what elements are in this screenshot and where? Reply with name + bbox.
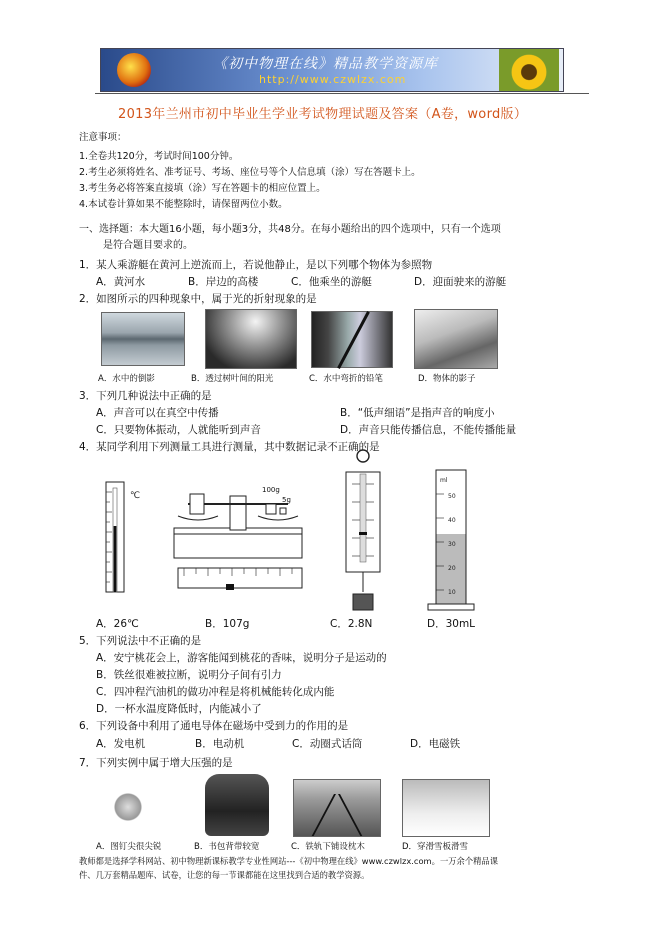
- q5-option-c: C．四冲程汽油机的做功冲程是将机械能转化成内能: [96, 686, 335, 698]
- shadow-photo: [414, 309, 498, 369]
- q1-option-b: B．岸边的高楼: [188, 276, 259, 288]
- q7-caption-b: B．书包背带较宽: [194, 842, 260, 852]
- banner-url: http://www.czwlzx.com: [259, 73, 407, 86]
- q3-stem: 3．下列几种说法中正确的是: [79, 390, 212, 402]
- skiing-photo: [402, 779, 490, 837]
- sunflower-image: [499, 49, 559, 91]
- footer-line-1: 教师都是选择学科网站、初中物理新课标教学专业性网站---《初中物理在线》www.czwlzx.com。一万余个精品课: [79, 856, 499, 866]
- q6-option-d: D．电磁铁: [410, 738, 461, 750]
- q3-option-a: A．声音可以在真空中传播: [96, 407, 219, 419]
- q2-stem: 2．如图所示的四种现象中，属于光的折射现象的是: [79, 293, 317, 305]
- document-title: 2013年兰州市初中毕业生学业考试物理试题及答案（A卷，word版）: [118, 107, 528, 122]
- q7-caption-d: D．穿滑雪板滑雪: [402, 842, 469, 852]
- cylinder-tick-30: 30: [448, 541, 456, 548]
- q7-stem: 7．下列实例中属于增大压强的是: [79, 757, 233, 769]
- q7-caption-c: C．铁轨下铺设枕木: [291, 842, 365, 852]
- q4-option-c: C．2.8N: [330, 618, 373, 630]
- thumbtack-photo: [100, 780, 180, 834]
- graduated-cylinder-figure: [426, 464, 480, 614]
- railway-photo: [293, 779, 381, 837]
- footer-line-2: 件、几万套精品题库、试卷，让您的每一节课都能在这里找到合适的教学资源。: [79, 870, 370, 880]
- q2-caption-a: A．水中的倒影: [98, 374, 155, 384]
- q4-option-b: B．107g: [205, 618, 250, 630]
- q5-stem: 5．下列说法中不正确的是: [79, 635, 202, 647]
- section1-line2: 是符合题目要求的。: [103, 240, 193, 251]
- cylinder-tick-20: 20: [448, 565, 456, 572]
- q7-caption-a: A．图钉尖很尖锐: [96, 842, 162, 852]
- thermometer-unit: ℃: [130, 491, 141, 501]
- site-logo: [117, 53, 151, 87]
- q6-option-b: B．电动机: [195, 738, 245, 750]
- note-3: 3.考生务必将答案直接填（涂）写在答题卡的相应位置上。: [79, 183, 326, 194]
- backpack-photo: [205, 774, 269, 836]
- section1-line1: 一、选择题：本大题16小题，每小题3分，共48分。在每小题给出的四个选项中，只有一个选项: [79, 224, 501, 235]
- q3-option-c: C．只要物体振动，人就能听到声音: [96, 424, 261, 436]
- q1-stem: 1．某人乘游艇在黄河上逆流而上，若说他静止，是以下列哪个物体为参照物: [79, 259, 433, 271]
- q1-option-d: D．迎面驶来的游艇: [414, 276, 507, 288]
- q6-stem: 6．下列设备中利用了通电导体在磁场中受到力的作用的是: [79, 720, 349, 732]
- balance-figure: [170, 476, 310, 600]
- q4-option-a: A．26℃: [96, 618, 139, 630]
- header-rule: [95, 93, 589, 94]
- q4-stem: 4．某同学利用下列测量工具进行测量，其中数据记录不正确的是: [79, 441, 380, 453]
- note-2: 2.考生必须将姓名、准考证号、考场、座位号等个人信息填（涂）写在答题卡上。: [79, 167, 421, 178]
- q5-option-d: D．一杯水温度降低时，内能减小了: [96, 703, 262, 715]
- header-banner: [100, 48, 564, 92]
- weight-label-5g: 5g: [282, 496, 291, 504]
- forest-sunlight-photo: [205, 309, 297, 369]
- spring-scale-figure: [338, 448, 388, 614]
- q5-option-a: A．安宁桃花会上，游客能闻到桃花的香味，说明分子是运动的: [96, 652, 387, 664]
- q2-caption-b: B．透过树叶间的阳光: [191, 374, 274, 384]
- notes-heading: 注意事项：: [79, 132, 127, 143]
- q6-option-c: C．动圈式话筒: [292, 738, 363, 750]
- note-4: 4.本试卷计算如果不能整除时，请保留两位小数。: [79, 199, 288, 210]
- bent-pencil-photo: [311, 311, 393, 368]
- q5-option-b: B．铁丝很难被拉断，说明分子间有引力: [96, 669, 282, 681]
- q6-option-a: A．发电机: [96, 738, 146, 750]
- banner-title: 《初中物理在线》精品教学资源库: [213, 56, 438, 72]
- cylinder-tick-10: 10: [448, 589, 456, 596]
- note-1: 1.全卷共120分，考试时间100分钟。: [79, 151, 239, 162]
- q2-caption-d: D．物体的影子: [418, 374, 476, 384]
- q1-option-c: C．他乘坐的游艇: [291, 276, 372, 288]
- cylinder-unit: ml: [440, 477, 448, 484]
- q3-option-b: B．“低声细语”是指声音的响度小: [340, 407, 495, 419]
- q2-caption-c: C．水中弯折的铅笔: [309, 374, 383, 384]
- q1-option-a: A．黄河水: [96, 276, 146, 288]
- mountain-reflection-photo: [101, 312, 185, 366]
- thermometer-figure: [100, 478, 152, 596]
- cylinder-tick-40: 40: [448, 517, 456, 524]
- weight-label-100g: 100g: [262, 486, 280, 494]
- q3-option-d: D．声音只能传播信息，不能传播能量: [340, 424, 517, 436]
- cylinder-tick-50: 50: [448, 493, 456, 500]
- q4-option-d: D．30mL: [427, 618, 476, 630]
